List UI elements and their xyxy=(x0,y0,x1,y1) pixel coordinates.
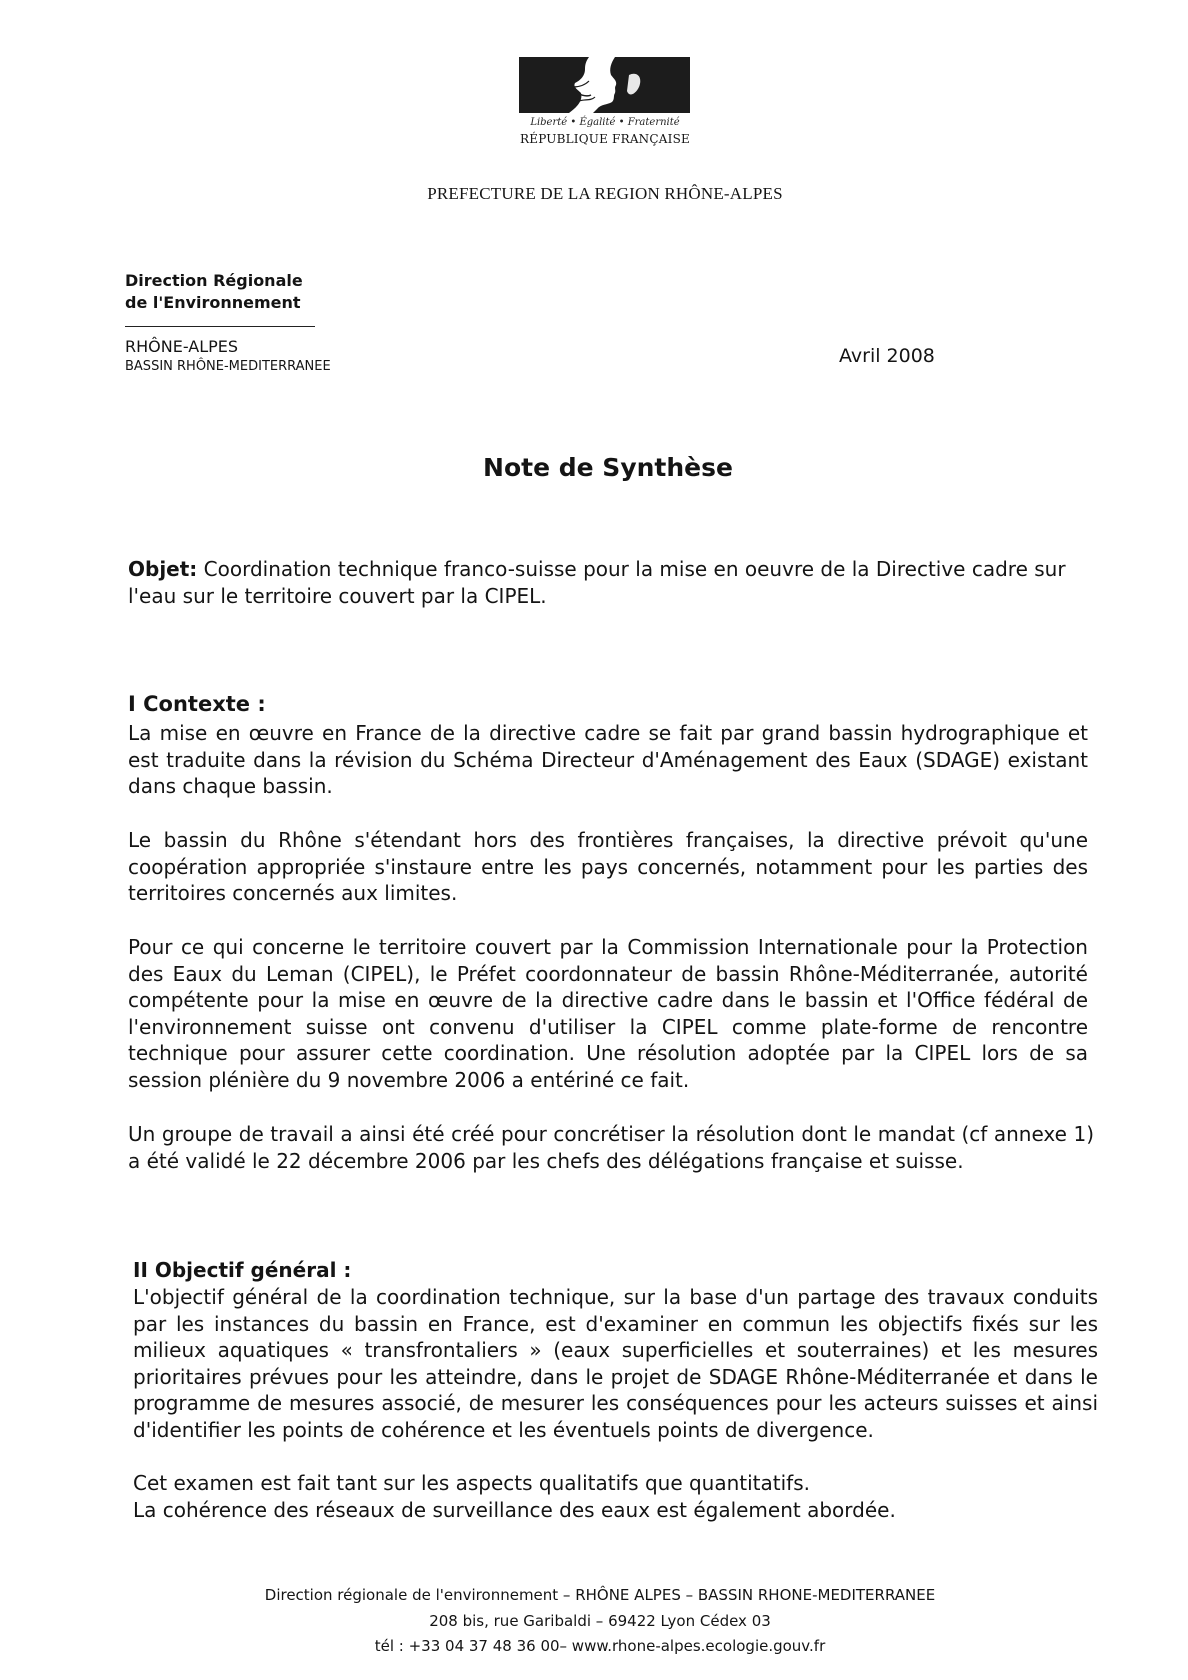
prefecture-heading: PREFECTURE DE LA REGION RHÔNE-ALPES xyxy=(427,184,783,203)
section-2-heading: II Objectif général : xyxy=(133,1258,352,1282)
sender-direction xyxy=(125,270,303,314)
objet-paragraph xyxy=(128,556,1088,609)
sender-divider xyxy=(125,326,315,327)
logo-motto: Liberté • Égalité • Fraternité xyxy=(530,117,680,128)
objet-label: Objet: xyxy=(128,557,198,581)
republique-francaise-label: RÉPUBLIQUE FRANÇAISE xyxy=(520,132,690,146)
document-title: Note de Synthèse xyxy=(483,453,733,482)
footer-contact: tél : +33 04 37 48 36 00– www.rhone-alpes.ecologie.gouv.fr xyxy=(374,1637,826,1655)
footer-organisation: Direction régionale de l'environnement – RHÔNE ALPES – BASSIN RHONE-MEDITERRANEE xyxy=(264,1586,936,1604)
document-date: Avril 2008 xyxy=(839,345,935,367)
objet-text: Coordination technique franco-suisse pour la mise en oeuvre de la Directive cadre sur l'eau sur le territoire couvert par la CIPEL. xyxy=(128,557,1066,608)
direction-line-2: de l'Environnement xyxy=(125,293,301,312)
direction-line-1: Direction Régionale xyxy=(125,271,303,290)
section-1-heading: I Contexte : xyxy=(128,692,266,716)
section-2-paragraph-3: La cohérence des réseaux de surveillance des eaux est également abordée. xyxy=(133,1498,896,1522)
section-1-paragraph-4: Un groupe de travail a ainsi été créé pour concrétiser la résolution dont le mandat (cf annexe 1) a été validé le 22 décembre 2006 par les chefs des délégations française et suisse. xyxy=(128,1122,1094,1173)
section-2-paragraph-2: Cet examen est fait tant sur les aspects qualitatifs que quantitatifs. xyxy=(133,1471,810,1495)
sender-bassin: BASSIN RHÔNE-MEDITERRANEE xyxy=(125,359,331,374)
section-1-paragraph-1: La mise en œuvre en France de la directive cadre se fait par grand bassin hydrographique et est traduite dans la révision du Schéma Directeur d'Aménagement des Eaux (SDAGE) existant dans chaque bassin. xyxy=(128,721,1088,799)
section-1-paragraph-2: Le bassin du Rhône s'étendant hors des frontières françaises, la directive prévoit qu'une coopération appropriée s'instaure entre les pays concernés, notamment pour les parties des territoires concernés aux limites. xyxy=(128,828,1088,906)
marianne-logo-icon xyxy=(519,57,690,113)
footer-address: 208 bis, rue Garibaldi – 69422 Lyon Cédex 03 xyxy=(429,1612,771,1630)
section-2-paragraph-1: L'objectif général de la coordination technique, sur la base d'un partage des travaux conduits par les instances du bassin en France, est d'examiner en commun les objectifs fixés sur les milieux aquatiques « transfrontaliers » (eaux superficielles et souterraines) et les mesures prioritaires prévues pour les atteindre, dans le projet de SDAGE Rhône-Méditerranée et dans le programme de mesures associé, de mesurer les conséquences pour les acteurs suisses et ainsi d'identifier les points de cohérence et les éventuels points de divergence. xyxy=(133,1285,1098,1442)
section-1-paragraph-3: Pour ce qui concerne le territoire couvert par la Commission Internationale pour la Protection des Eaux du Leman (CIPEL), le Préfet coordonnateur de bassin Rhône-Méditerranée, autorité compétente pour la mise en œuvre de la directive cadre dans le bassin et l'Office fédéral de l'environnement suisse ont convenu d'utiliser la CIPEL comme plate-forme de rencontre technique pour assurer cette coordination. Une résolution adoptée par la CIPEL lors de sa session plénière du 9 novembre 2006 a entériné ce fait. xyxy=(128,935,1088,1092)
sender-region: RHÔNE-ALPES xyxy=(125,337,239,356)
